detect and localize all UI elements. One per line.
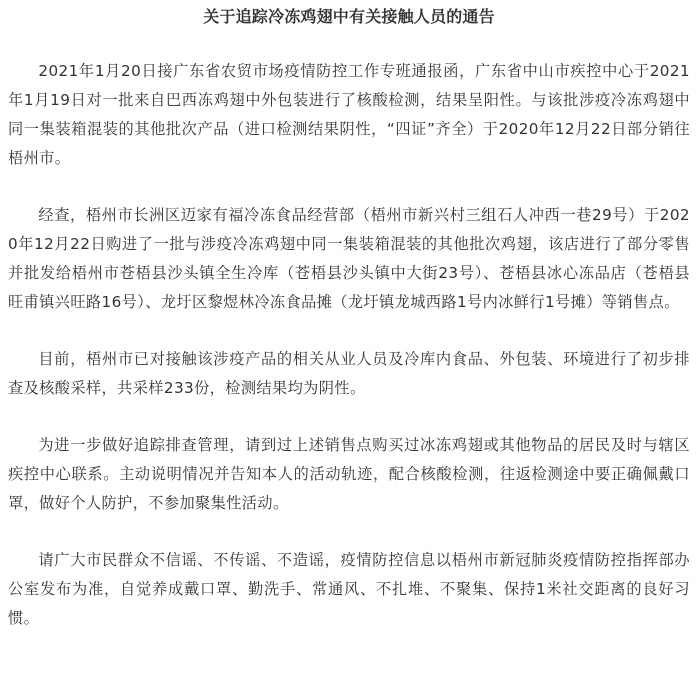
- paragraph-request-to-residents: 为进一步做好追踪排查管理，请到过上述销售点购买过冰冻鸡翅或其他物品的居民及时与辖区疾控中心联系。主动说明情况并告知本人的活动轨迹，配合核酸检测，往返检测途中要正确佩戴口罩，做好个人防护，不参加聚集性活动。: [8, 436, 690, 512]
- paragraph-investigation: 经查，梧州市长洲区迈家有福冷冻食品经营部（梧州市新兴村三组石人冲西一巷29号）于2020年12月22日购进了一批与涉疫冷冻鸡翅中同一集装箱混装的其他批次鸡翅，该店进行了部分零售并批发给梧州市苍梧县沙头镇全生冷库（苍梧县沙头镇中大街23号）、苍梧县冰心冻品店（苍梧县旺甫镇兴旺路16号）、龙圩区黎煜林冷冻食品摊（龙圩镇龙城西路1号内冰鲜行1号摊）等销售点。: [8, 206, 690, 311]
- paragraph-public-advice: 请广大市民群众不信谣、不传谣、不造谣，疫情防控信息以梧州市新冠肺炎疫情防控指挥部办公室发布为准，自觉养成戴口罩、勤洗手、常通风、不扎堆、不聚集、保持1米社交距离的良好习惯。: [8, 551, 690, 627]
- notice-title: 关于追踪冷冻鸡翅中有关接触人员的通告: [203, 7, 495, 26]
- paragraph-background: 2021年1月20日接广东省农贸市场疫情防控工作专班通报函，广东省中山市疾控中心于2021年1月19日对一批来自巴西冻鸡翅中外包装进行了核酸检测，结果呈阳性。与该批涉疫冷冻鸡翅中同一集装箱混装的其他批次产品（进口检测结果阴性，“四证”齐全）于2020年12月22日部分销往梧州市。: [8, 62, 690, 167]
- paragraph-testing-results: 目前，梧州市已对接触该涉疫产品的相关从业人员及冷库内食品、外包装、环境进行了初步排查及核酸采样，共采样233份，检测结果均为阴性。: [8, 350, 690, 397]
